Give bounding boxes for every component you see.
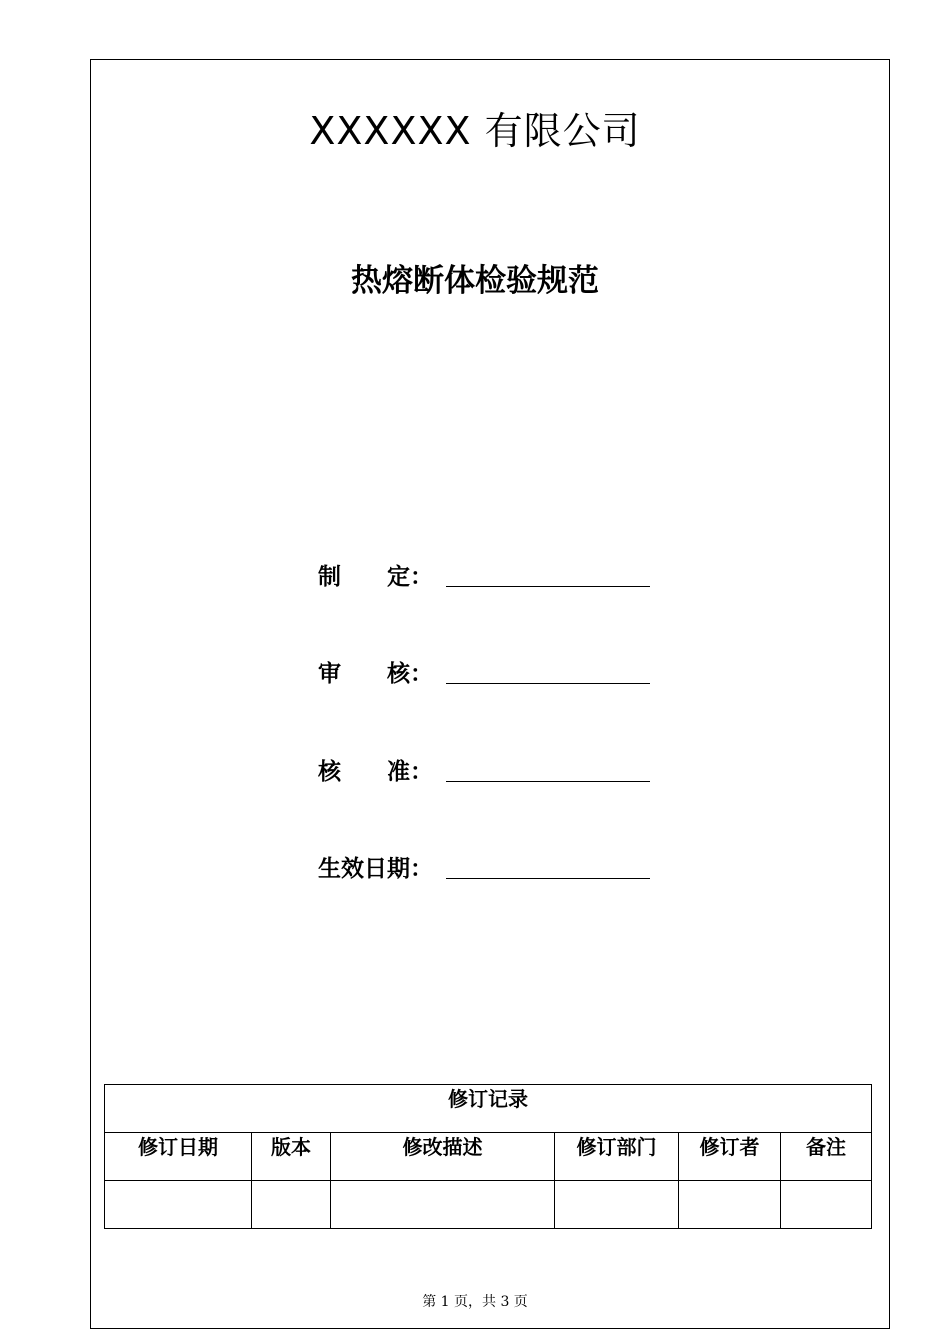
table-cell[interactable] [331, 1181, 555, 1229]
column-header-reviser: 修订者 [679, 1133, 781, 1181]
column-header-version: 版本 [252, 1133, 331, 1181]
company-name: XXXXXX 有限公司 [309, 109, 641, 153]
page-footer: 第 1 页，共 3 页 [422, 1294, 528, 1310]
table-header-row [105, 1133, 872, 1181]
signature-row-effective-date [318, 850, 658, 884]
signature-line[interactable] [446, 683, 650, 684]
signature-label: 生效日期： [318, 855, 433, 882]
column-header-description: 修改描述 [331, 1133, 555, 1181]
signature-line[interactable] [446, 781, 650, 782]
signature-row-reviewed [318, 655, 658, 689]
signature-row-approved [318, 753, 658, 787]
column-header-department: 修订部门 [555, 1133, 679, 1181]
revision-table [104, 1084, 872, 1229]
table-cell[interactable] [555, 1181, 679, 1229]
column-header-date: 修订日期 [105, 1133, 252, 1181]
table-cell[interactable] [679, 1181, 781, 1229]
table-cell[interactable] [252, 1181, 331, 1229]
signature-line[interactable] [446, 586, 650, 587]
table-cell[interactable] [781, 1181, 872, 1229]
column-header-remarks: 备注 [781, 1133, 872, 1181]
table-row [105, 1181, 872, 1229]
signature-label: 审 核： [318, 660, 433, 687]
table-cell[interactable] [105, 1181, 252, 1229]
revision-table-caption: 修订记录 [105, 1085, 872, 1133]
signature-label: 制 定： [318, 563, 433, 590]
signature-row-prepared [318, 558, 658, 592]
signature-label: 核 准： [318, 758, 433, 785]
document-title: 热熔断体检验规范 [351, 263, 599, 299]
table-caption-row [105, 1085, 872, 1133]
signature-line[interactable] [446, 878, 650, 879]
